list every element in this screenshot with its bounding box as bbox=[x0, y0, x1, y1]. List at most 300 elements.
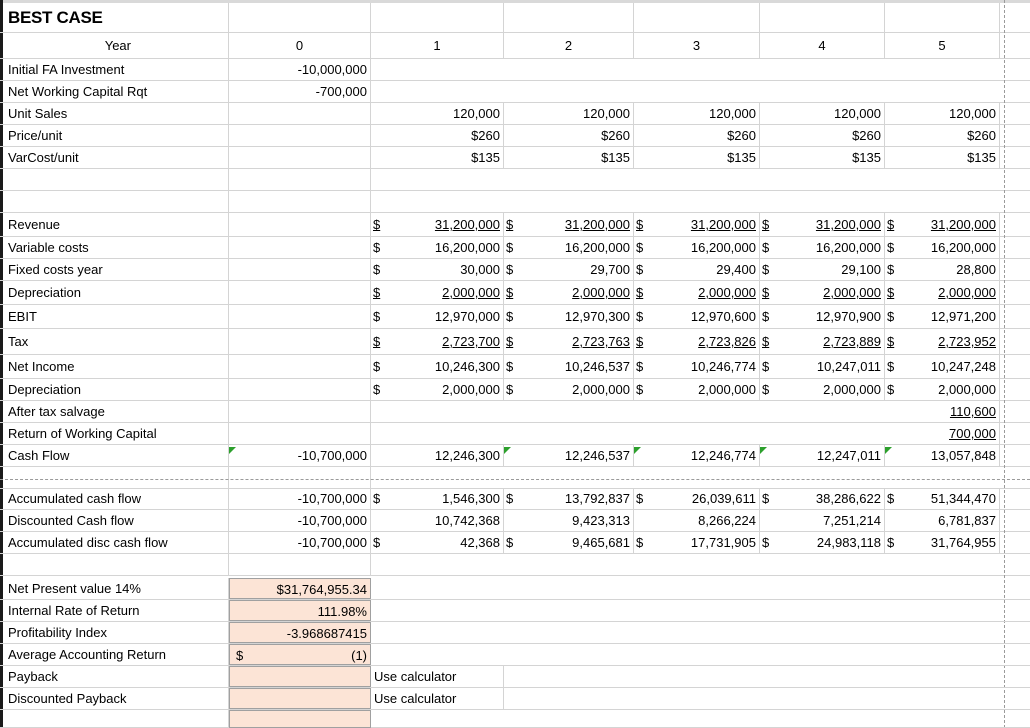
depreciation-addback-y5-value: 2,000,000 bbox=[938, 382, 996, 397]
ebit-y5[interactable] bbox=[899, 305, 1000, 328]
aar-label[interactable]: Average Accounting Return bbox=[0, 644, 229, 665]
depreciation-label[interactable]: Depreciation bbox=[0, 281, 229, 304]
discounted-cash-flow-label[interactable]: Discounted Cash flow bbox=[0, 510, 229, 531]
ebit-dollar-2 bbox=[504, 305, 518, 328]
price-y5[interactable]: $260 bbox=[885, 125, 1000, 146]
empty-row bbox=[0, 554, 1030, 576]
dollar-sign: $ bbox=[762, 240, 770, 255]
unit-sales-y5[interactable]: 120,000 bbox=[885, 103, 1000, 124]
depreciation-y4[interactable] bbox=[774, 281, 885, 304]
tax-y4[interactable] bbox=[774, 329, 885, 354]
cell[interactable] bbox=[518, 3, 634, 32]
depreciation-addback-y4-value: 2,000,000 bbox=[823, 382, 881, 397]
salvage-y5-value: 110,600 bbox=[949, 404, 996, 419]
dollar-sign: $ bbox=[887, 334, 895, 349]
discounted-cash-flow-y0[interactable]: -10,700,000 bbox=[229, 510, 371, 531]
tax-dollar-3 bbox=[634, 329, 648, 354]
depreciation-addback-dollar-1 bbox=[371, 379, 385, 400]
tax-row bbox=[0, 329, 1030, 355]
dpayback-row bbox=[0, 688, 1030, 710]
net-income-dollar-1 bbox=[371, 355, 385, 378]
fixed-costs-y4[interactable] bbox=[774, 259, 885, 280]
dollar-sign: $ bbox=[887, 309, 895, 324]
net-income-y2-value: 10,246,537 bbox=[564, 359, 630, 374]
depreciation-addback-dollar-2 bbox=[504, 379, 518, 400]
empty-row bbox=[0, 467, 1030, 489]
ebit-y1[interactable] bbox=[385, 305, 504, 328]
depreciation-row bbox=[0, 281, 1030, 305]
ebit-y2[interactable] bbox=[518, 305, 634, 328]
revenue-dollar-4 bbox=[760, 213, 774, 236]
nwc-y0[interactable]: -700,000 bbox=[229, 81, 371, 102]
revenue-y3-value: 31,200,000 bbox=[690, 217, 756, 232]
discounted-cash-flow-y3-value: 8,266,224 bbox=[698, 513, 756, 528]
accum-disc-cash-flow-y3[interactable] bbox=[648, 532, 760, 553]
ebit-row bbox=[0, 305, 1030, 329]
irr-row bbox=[0, 600, 1030, 622]
year-3[interactable]: 3 bbox=[634, 33, 760, 58]
year-1[interactable]: 1 bbox=[371, 33, 504, 58]
dollar-sign: $ bbox=[887, 240, 895, 255]
dollar-sign: $ bbox=[636, 309, 644, 324]
accum-cash-flow-y1[interactable] bbox=[385, 488, 504, 509]
ebit-dollar-4 bbox=[760, 305, 774, 328]
cash-flow-y1-value: 12,246,300 bbox=[434, 448, 500, 463]
net-income-y1[interactable] bbox=[385, 355, 504, 378]
discounted-cash-flow-dollar-1 bbox=[371, 510, 385, 531]
discounted-cash-flow-y4[interactable] bbox=[774, 510, 885, 531]
depreciation-addback-y2-value: 2,000,000 bbox=[572, 382, 630, 397]
fixed-costs-dollar-2 bbox=[504, 259, 518, 280]
payback-value[interactable] bbox=[229, 666, 371, 687]
dollar-sign: $ bbox=[506, 359, 514, 374]
dollar-sign: $ bbox=[887, 491, 895, 506]
accum-cash-flow-y5[interactable] bbox=[899, 488, 1000, 509]
cell[interactable] bbox=[774, 3, 885, 32]
fixed-costs-y1-value: 30,000 bbox=[460, 262, 500, 277]
accum-disc-cash-flow-y2[interactable] bbox=[518, 532, 634, 553]
variable-costs-row bbox=[0, 237, 1030, 259]
cash-flow-y5[interactable] bbox=[899, 445, 1000, 466]
depreciation-dollar-1 bbox=[371, 281, 385, 304]
fixed-costs-row bbox=[0, 259, 1030, 281]
fixed-costs-y4-value: 29,100 bbox=[841, 262, 881, 277]
depreciation-y5[interactable] bbox=[899, 281, 1000, 304]
dollar-sign: $ bbox=[887, 262, 895, 277]
ebit-y4-value: 12,970,900 bbox=[815, 309, 881, 324]
dpayback-note[interactable]: Use calculator bbox=[371, 688, 504, 709]
accum-disc-cash-flow-y4[interactable] bbox=[774, 532, 885, 553]
variable-costs-dollar-2 bbox=[504, 237, 518, 258]
irr-label[interactable]: Internal Rate of Return bbox=[0, 600, 229, 621]
dollar-sign: $ bbox=[887, 285, 895, 300]
price-row bbox=[0, 125, 1030, 147]
variable-costs-y4[interactable] bbox=[774, 237, 885, 258]
revenue-y5[interactable] bbox=[899, 213, 1000, 236]
dollar-sign: $ bbox=[636, 217, 644, 232]
dollar-sign: $ bbox=[373, 217, 381, 232]
cell[interactable] bbox=[385, 3, 504, 32]
ebit-dollar-3 bbox=[634, 305, 648, 328]
dpayback-value[interactable] bbox=[229, 688, 371, 709]
year-label[interactable]: Year bbox=[0, 33, 229, 58]
dollar-sign: $ bbox=[636, 334, 644, 349]
accum-disc-cash-flow-y5-value: 31,764,955 bbox=[930, 535, 996, 550]
title-row bbox=[0, 3, 1030, 33]
varcost-label[interactable]: VarCost/unit bbox=[0, 147, 229, 168]
fixed-costs-y5[interactable] bbox=[899, 259, 1000, 280]
revenue-y4[interactable] bbox=[774, 213, 885, 236]
cash-flow-y2[interactable] bbox=[518, 445, 634, 466]
dollar-sign: $ bbox=[636, 262, 644, 277]
tax-y1[interactable] bbox=[385, 329, 504, 354]
empty-row bbox=[0, 191, 1030, 213]
unit-sales-y4[interactable]: 120,000 bbox=[760, 103, 885, 124]
discounted-cash-flow-dollar-3 bbox=[634, 510, 648, 531]
pi-label[interactable]: Profitability Index bbox=[0, 622, 229, 643]
unit-sales-y2[interactable]: 120,000 bbox=[504, 103, 634, 124]
dollar-sign: $ bbox=[887, 535, 895, 550]
dollar-sign: $ bbox=[636, 285, 644, 300]
accum-cash-flow-y3[interactable] bbox=[648, 488, 760, 509]
dollar-sign: $ bbox=[506, 491, 514, 506]
depreciation-addback-label[interactable]: Depreciation bbox=[0, 379, 229, 400]
depreciation-dollar-4 bbox=[760, 281, 774, 304]
dollar-sign: $ bbox=[636, 359, 644, 374]
depreciation-addback-y5[interactable] bbox=[899, 379, 1000, 400]
tax-y5[interactable] bbox=[899, 329, 1000, 354]
revenue-y2-value: 31,200,000 bbox=[564, 217, 630, 232]
ebit-y3[interactable] bbox=[648, 305, 760, 328]
dollar-sign: $ bbox=[762, 382, 770, 397]
tax-dollar-2 bbox=[504, 329, 518, 354]
discounted-cash-flow-y1[interactable] bbox=[385, 510, 504, 531]
depreciation-y5-value: 2,000,000 bbox=[938, 285, 996, 300]
accum-cash-flow-label[interactable]: Accumulated cash flow bbox=[0, 488, 229, 509]
variable-costs-y1[interactable] bbox=[385, 237, 504, 258]
discounted-cash-flow-row bbox=[0, 510, 1030, 532]
salvage-label[interactable]: After tax salvage bbox=[0, 401, 229, 422]
dollar-sign: $ bbox=[887, 359, 895, 374]
return-wc-y5[interactable] bbox=[885, 423, 1000, 444]
accum-disc-cash-flow-y0[interactable]: -10,700,000 bbox=[229, 532, 371, 553]
revenue-label[interactable]: Revenue bbox=[0, 213, 229, 236]
ebit-y3-value: 12,970,600 bbox=[690, 309, 756, 324]
cash-flow-dollar-3 bbox=[634, 445, 648, 466]
price-label[interactable]: Price/unit bbox=[0, 125, 229, 146]
fixed-costs-y1[interactable] bbox=[385, 259, 504, 280]
dollar-sign: $ bbox=[762, 359, 770, 374]
fixed-costs-label[interactable]: Fixed costs year bbox=[0, 259, 229, 280]
dollar-sign: $ bbox=[373, 309, 381, 324]
dollar-sign: $ bbox=[373, 535, 381, 550]
ebit-y2-value: 12,970,300 bbox=[564, 309, 630, 324]
dollar-sign: $ bbox=[636, 491, 644, 506]
cash-flow-y4[interactable] bbox=[774, 445, 885, 466]
revenue-y1[interactable] bbox=[385, 213, 504, 236]
accum-cash-flow-y1-value: 1,546,300 bbox=[442, 491, 500, 506]
accum-cash-flow-dollar-5 bbox=[885, 488, 899, 509]
aar-number: (1) bbox=[351, 648, 367, 663]
empty-row bbox=[0, 710, 1030, 728]
price-y2[interactable]: $260 bbox=[504, 125, 634, 146]
discounted-cash-flow-y3[interactable] bbox=[648, 510, 760, 531]
tax-y2[interactable] bbox=[518, 329, 634, 354]
depreciation-y2[interactable] bbox=[518, 281, 634, 304]
dollar-sign: $ bbox=[506, 262, 514, 277]
fixed-costs-dollar-3 bbox=[634, 259, 648, 280]
discounted-cash-flow-dollar-4 bbox=[760, 510, 774, 531]
net-income-y1-value: 10,246,300 bbox=[434, 359, 500, 374]
depreciation-addback-y2[interactable] bbox=[518, 379, 634, 400]
npv-value[interactable]: $31,764,955.34 bbox=[229, 578, 371, 599]
net-income-label[interactable]: Net Income bbox=[0, 355, 229, 378]
varcost-row bbox=[0, 147, 1030, 169]
ebit-label[interactable]: EBIT bbox=[0, 305, 229, 328]
ebit-dollar-1 bbox=[371, 305, 385, 328]
variable-costs-dollar-1 bbox=[371, 237, 385, 258]
payback-row bbox=[0, 666, 1030, 688]
dollar-sign: $ bbox=[762, 535, 770, 550]
pi-value[interactable]: -3.968687415 bbox=[229, 622, 371, 643]
initial-fa-y0[interactable]: -10,000,000 bbox=[229, 59, 371, 80]
ebit-y5-value: 12,971,200 bbox=[930, 309, 996, 324]
accum-cash-flow-y5-value: 51,344,470 bbox=[930, 491, 996, 506]
payback-note[interactable]: Use calculator bbox=[371, 666, 504, 687]
aar-dollar: $ bbox=[236, 648, 244, 663]
tax-y5-value: 2,723,952 bbox=[938, 334, 996, 349]
dollar-sign: $ bbox=[373, 382, 381, 397]
cash-flow-y1[interactable] bbox=[385, 445, 504, 466]
cash-flow-label[interactable]: Cash Flow bbox=[0, 445, 229, 466]
accum-cash-flow-y4-value: 38,286,622 bbox=[815, 491, 881, 506]
discounted-cash-flow-y4-value: 7,251,214 bbox=[823, 513, 881, 528]
unit-sales-row bbox=[0, 103, 1030, 125]
depreciation-y1[interactable] bbox=[385, 281, 504, 304]
dollar-sign: $ bbox=[506, 240, 514, 255]
aar-row bbox=[0, 644, 1030, 666]
tax-y3[interactable] bbox=[648, 329, 760, 354]
initial-fa-row bbox=[0, 59, 1030, 81]
varcost-y3[interactable]: $135 bbox=[634, 147, 760, 168]
dollar-sign: $ bbox=[762, 309, 770, 324]
variable-costs-y3[interactable] bbox=[648, 237, 760, 258]
discounted-cash-flow-y5-value: 6,781,837 bbox=[938, 513, 996, 528]
revenue-row bbox=[0, 213, 1030, 237]
unit-sales-y1[interactable]: 120,000 bbox=[371, 103, 504, 124]
tax-label[interactable]: Tax bbox=[0, 329, 229, 354]
year-5[interactable]: 5 bbox=[885, 33, 1000, 58]
net-income-y4[interactable] bbox=[774, 355, 885, 378]
net-income-y5[interactable] bbox=[899, 355, 1000, 378]
return-wc-row bbox=[0, 423, 1030, 445]
depreciation-y4-value: 2,000,000 bbox=[823, 285, 881, 300]
accum-disc-cash-flow-y4-value: 24,983,118 bbox=[816, 535, 881, 550]
dollar-sign: $ bbox=[506, 309, 514, 324]
year-0[interactable]: 0 bbox=[229, 33, 371, 58]
ebit-dollar-5 bbox=[885, 305, 899, 328]
variable-costs-y2[interactable] bbox=[518, 237, 634, 258]
fixed-costs-y3[interactable] bbox=[648, 259, 760, 280]
revenue-dollar-3 bbox=[634, 213, 648, 236]
varcost-y4[interactable]: $135 bbox=[760, 147, 885, 168]
variable-costs-dollar-4 bbox=[760, 237, 774, 258]
salvage-row bbox=[0, 401, 1030, 423]
price-y3[interactable]: $260 bbox=[634, 125, 760, 146]
depreciation-addback-row bbox=[0, 379, 1030, 401]
year-2[interactable]: 2 bbox=[504, 33, 634, 58]
varcost-y5[interactable]: $135 bbox=[885, 147, 1000, 168]
varcost-y2[interactable]: $135 bbox=[504, 147, 634, 168]
dollar-sign: $ bbox=[762, 262, 770, 277]
net-income-y5-value: 10,247,248 bbox=[930, 359, 996, 374]
dollar-sign: $ bbox=[636, 240, 644, 255]
return-wc-y5-value: 700,000 bbox=[949, 426, 996, 441]
nwc-label[interactable]: Net Working Capital Rqt bbox=[0, 81, 229, 102]
ebit-y4[interactable] bbox=[774, 305, 885, 328]
depreciation-addback-y1[interactable] bbox=[385, 379, 504, 400]
cash-flow-y4-value: 12,247,011 bbox=[816, 448, 881, 463]
dollar-sign: $ bbox=[373, 491, 381, 506]
discounted-cash-flow-dollar-5 bbox=[885, 510, 899, 531]
accum-cash-flow-row bbox=[0, 488, 1030, 510]
discounted-cash-flow-y1-value: 10,742,368 bbox=[434, 513, 500, 528]
accum-disc-cash-flow-row bbox=[0, 532, 1030, 554]
variable-costs-y4-value: 16,200,000 bbox=[815, 240, 881, 255]
variable-costs-y3-value: 16,200,000 bbox=[690, 240, 756, 255]
fixed-costs-dollar-4 bbox=[760, 259, 774, 280]
dollar-sign: $ bbox=[506, 334, 514, 349]
accum-disc-cash-flow-dollar-1 bbox=[371, 532, 385, 553]
dollar-sign: $ bbox=[636, 535, 644, 550]
cash-flow-row bbox=[0, 445, 1030, 467]
fixed-costs-y2[interactable] bbox=[518, 259, 634, 280]
fixed-costs-y3-value: 29,400 bbox=[716, 262, 756, 277]
accum-cash-flow-y0[interactable]: -10,700,000 bbox=[229, 488, 371, 509]
revenue-dollar-5 bbox=[885, 213, 899, 236]
revenue-y2[interactable] bbox=[518, 213, 634, 236]
variable-costs-y2-value: 16,200,000 bbox=[564, 240, 630, 255]
varcost-y1[interactable]: $135 bbox=[371, 147, 504, 168]
depreciation-dollar-3 bbox=[634, 281, 648, 304]
dollar-sign: $ bbox=[506, 217, 514, 232]
net-income-y4-value: 10,247,011 bbox=[816, 359, 881, 374]
npv-label[interactable]: Net Present value 14% bbox=[0, 578, 229, 599]
net-income-y3-value: 10,246,774 bbox=[690, 359, 756, 374]
dollar-sign: $ bbox=[636, 382, 644, 397]
cell[interactable] bbox=[899, 3, 1000, 32]
tax-dollar-5 bbox=[885, 329, 899, 354]
aar-value[interactable] bbox=[229, 644, 371, 665]
depreciation-dollar-2 bbox=[504, 281, 518, 304]
dollar-sign: $ bbox=[762, 285, 770, 300]
accum-disc-cash-flow-dollar-4 bbox=[760, 532, 774, 553]
irr-value[interactable]: 111.98% bbox=[229, 600, 371, 621]
dollar-sign: $ bbox=[373, 240, 381, 255]
depreciation-addback-dollar-5 bbox=[885, 379, 899, 400]
accum-cash-flow-y2[interactable] bbox=[518, 488, 634, 509]
year-4[interactable]: 4 bbox=[760, 33, 885, 58]
depreciation-dollar-5 bbox=[885, 281, 899, 304]
salvage-y5[interactable] bbox=[885, 401, 1000, 422]
revenue-y4-value: 31,200,000 bbox=[815, 217, 881, 232]
variable-costs-y5[interactable] bbox=[899, 237, 1000, 258]
empty-row bbox=[0, 169, 1030, 191]
unit-sales-label[interactable]: Unit Sales bbox=[0, 103, 229, 124]
formula-marker bbox=[229, 447, 236, 454]
depreciation-addback-y3[interactable] bbox=[648, 379, 760, 400]
price-y1[interactable]: $260 bbox=[371, 125, 504, 146]
depreciation-addback-y3-value: 2,000,000 bbox=[698, 382, 756, 397]
dollar-sign: $ bbox=[762, 491, 770, 506]
accum-disc-cash-flow-dollar-3 bbox=[634, 532, 648, 553]
accum-cash-flow-y4[interactable] bbox=[774, 488, 885, 509]
depreciation-addback-y1-value: 2,000,000 bbox=[442, 382, 500, 397]
net-income-y3[interactable] bbox=[648, 355, 760, 378]
accum-disc-cash-flow-y1-value: 42,368 bbox=[460, 535, 500, 550]
accum-disc-cash-flow-dollar-2 bbox=[504, 532, 518, 553]
revenue-dollar-2 bbox=[504, 213, 518, 236]
variable-costs-y5-value: 16,200,000 bbox=[930, 240, 996, 255]
accum-disc-cash-flow-y1[interactable] bbox=[385, 532, 504, 553]
initial-fa-label[interactable]: Initial FA Investment bbox=[0, 59, 229, 80]
unit-sales-y3[interactable]: 120,000 bbox=[634, 103, 760, 124]
cell[interactable] bbox=[648, 3, 760, 32]
revenue-y5-value: 31,200,000 bbox=[930, 217, 996, 232]
accum-disc-cash-flow-y5[interactable] bbox=[899, 532, 1000, 553]
tax-y4-value: 2,723,889 bbox=[823, 334, 881, 349]
price-y4[interactable]: $260 bbox=[760, 125, 885, 146]
tax-y1-value: 2,723,700 bbox=[442, 334, 500, 349]
dollar-sign: $ bbox=[373, 334, 381, 349]
depreciation-addback-y4[interactable] bbox=[774, 379, 885, 400]
discounted-cash-flow-y5[interactable] bbox=[899, 510, 1000, 531]
net-income-y2[interactable] bbox=[518, 355, 634, 378]
variable-costs-dollar-3 bbox=[634, 237, 648, 258]
revenue-y3[interactable] bbox=[648, 213, 760, 236]
net-income-row bbox=[0, 355, 1030, 379]
cash-flow-y3[interactable] bbox=[648, 445, 760, 466]
return-wc-label[interactable]: Return of Working Capital bbox=[0, 423, 229, 444]
depreciation-y3[interactable] bbox=[648, 281, 760, 304]
dollar-sign: $ bbox=[506, 285, 514, 300]
tax-y2-value: 2,723,763 bbox=[572, 334, 630, 349]
revenue-dollar-1 bbox=[371, 213, 385, 236]
depreciation-addback-dollar-4 bbox=[760, 379, 774, 400]
discounted-cash-flow-dollar-2 bbox=[504, 510, 518, 531]
tax-y3-value: 2,723,826 bbox=[698, 334, 756, 349]
pi-row bbox=[0, 622, 1030, 644]
accum-disc-cash-flow-label[interactable]: Accumulated disc cash flow bbox=[0, 532, 229, 553]
cash-flow-y0[interactable]: -10,700,000 bbox=[229, 445, 371, 466]
nwc-row bbox=[0, 81, 1030, 103]
discounted-cash-flow-y2[interactable] bbox=[518, 510, 634, 531]
variable-costs-label[interactable]: Variable costs bbox=[0, 237, 229, 258]
cell[interactable] bbox=[229, 3, 371, 32]
dollar-sign: $ bbox=[762, 334, 770, 349]
variable-costs-dollar-5 bbox=[885, 237, 899, 258]
accum-cash-flow-dollar-3 bbox=[634, 488, 648, 509]
accum-disc-cash-flow-dollar-5 bbox=[885, 532, 899, 553]
dpayback-label[interactable]: Discounted Payback bbox=[0, 688, 229, 709]
tax-dollar-4 bbox=[760, 329, 774, 354]
accum-cash-flow-dollar-4 bbox=[760, 488, 774, 509]
cash-flow-dollar-1 bbox=[371, 445, 385, 466]
payback-label[interactable]: Payback bbox=[0, 666, 229, 687]
variable-costs-y1-value: 16,200,000 bbox=[434, 240, 500, 255]
sheet-title[interactable]: BEST CASE bbox=[0, 3, 229, 32]
net-income-dollar-2 bbox=[504, 355, 518, 378]
